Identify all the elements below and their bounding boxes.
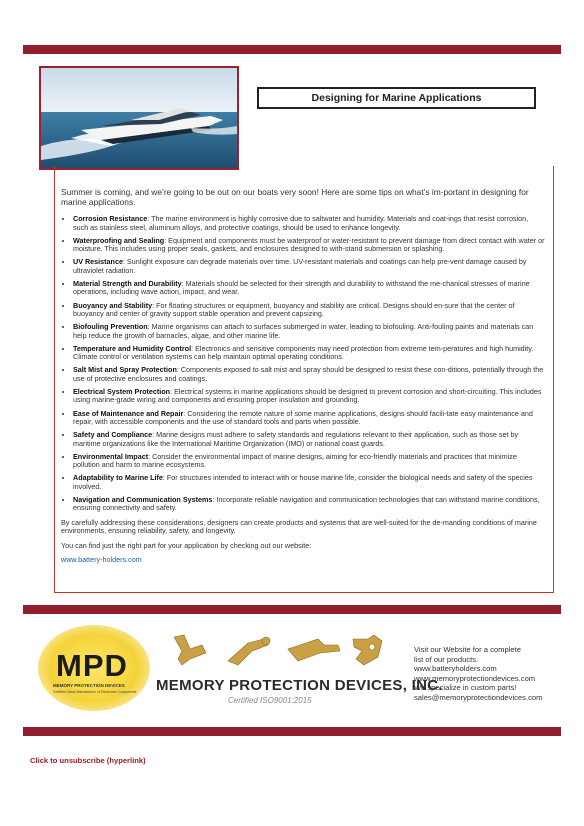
- list-item: • Electrical System Protection: Electrical systems in marine applications should be designed to prevent corrosion and short-circuiting. This includes using marine-grade wiring and components and ensuring proper insulation and grounding.: [73, 388, 545, 405]
- list-item: • Waterproofing and Sealing: Equipment and components must be waterproof or water-resistant to prevent damage from direct contact with water or moisture. This includes using proper seals, gaskets, and enclosures designed to with-stand submersion or splashing.: [73, 237, 545, 254]
- intro-paragraph: Summer is coming, and we’re going to be out on our boats very soon! Here are some tips on what’s im-portant in designing for marine applications.: [61, 187, 529, 207]
- top-divider-bar: [23, 45, 561, 54]
- find-part-text: You can find just the right part for your application by checking out our website:: [61, 540, 312, 550]
- company-name: MEMORY PROTECTION DEVICES, INC.: [156, 677, 443, 694]
- contact-website-link[interactable]: www.memoryprotectiondevices.com: [414, 673, 536, 683]
- list-item: • Temperature and Humidity Control: Electronics and sensitive components may need protection from extreme tem-peratures and high humidity. Climate control or ventilation systems can help maintain optimal operating conditions.: [73, 345, 545, 362]
- logo-tagline: Certified Global Manufacturer of Electronics Components: [53, 690, 137, 694]
- contact-email-link[interactable]: sales@memoryprotectiondevices.com: [414, 692, 543, 702]
- list-item: • Material Strength and Durability: Materials should be selected for their strength and durability to withstand the me-chanical stresses of marine operations, including wave action, impact, and wear.: [73, 280, 545, 297]
- contact-line: We specialize in custom parts!: [414, 683, 517, 693]
- list-item: • UV Resistance: Sunlight exposure can degrade materials over time. UV-resistant materials and coatings can help pre-vent damage caused by ultraviolet radiation.: [73, 258, 545, 275]
- logo-subtitle: MEMORY PROTECTION DEVICES: [53, 683, 125, 688]
- company-footer: [23, 625, 561, 720]
- list-item: • Biofouling Prevention: Marine organisms can attach to surfaces submerged in water, leading to biofouling. Anti-fouling paints and materials can help reduce the growth of barnacles, algae, and other marine life.: [73, 323, 545, 340]
- tips-list: [61, 215, 545, 513]
- hero-image: [39, 66, 239, 170]
- article-body: [54, 166, 554, 593]
- footer-divider-top: [23, 605, 561, 614]
- contact-line: Visit our Website for a complete: [414, 645, 521, 654]
- list-item: • Navigation and Communication Systems: Incorporate reliable navigation and communication technologies that can withstand marine conditions, ensuring connectivity and safety.: [73, 496, 545, 513]
- contact-block: [414, 645, 542, 703]
- page-title: Designing for Marine Applications: [257, 87, 536, 109]
- list-item: • Adaptability to Marine Life: For structures intended to interact with or house marine life, consider the biological needs and safety of the species involved.: [73, 474, 545, 491]
- contact-line: list of our products.: [414, 654, 479, 664]
- boat-photo: [41, 68, 237, 168]
- list-item: • Salt Mist and Spray Protection: Components exposed to salt mist and spray should be designed to resist these con-ditions, potentially through the use of protective enclosures and coatings.: [73, 366, 545, 383]
- unsubscribe-link[interactable]: Click to unsubscribe (hyperlink): [30, 756, 146, 765]
- list-item: • Safety and Compliance: Marine designs must adhere to safety standards and regulations relevant to their application, such as those set by maritime organizations like the International Maritime Organization (IMO) or national coast guards.: [73, 431, 545, 448]
- logo-letters: MPD: [56, 648, 128, 683]
- list-item: • Buoyancy and Stability: For floating structures or equipment, buoyancy and stability are critical. Designs should en-sure that the center of buoyancy and center of gravity support stable operation and prevent capsizing.: [73, 302, 545, 319]
- footer-divider-bottom: [23, 727, 561, 736]
- website-link[interactable]: www.battery-holders.com: [61, 555, 142, 565]
- list-item: • Corrosion Resistance: The marine environment is highly corrosive due to saltwater and humidity. Materials and coat-ings that resist corrosion, such as stainless steel, aluminum alloys, and protective coatings, should be used to enhance longevity.: [73, 215, 545, 232]
- contact-website-link[interactable]: www.batteryholders.com: [414, 664, 497, 674]
- closing-paragraph: By carefully addressing these considerations, designers can create products and systems that are well-suited for the de-manding conditions of marine environments, ensuring reliability, safety, and longevity.: [61, 517, 537, 536]
- list-item: • Ease of Maintenance and Repair: Considering the remote nature of some marine applications, designs should facili-tate easy maintenance and repair, with accessible components and the use of standard tools and parts when possible.: [73, 410, 545, 427]
- battery-contacts-image: [168, 631, 393, 676]
- iso-certification: Certified ISO9001:2015: [228, 696, 312, 705]
- list-item: • Environmental Impact: Consider the environmental impact of marine designs, aiming for eco-friendly materials and practices that minimize pollution and harm to marine ecosystems.: [73, 453, 545, 470]
